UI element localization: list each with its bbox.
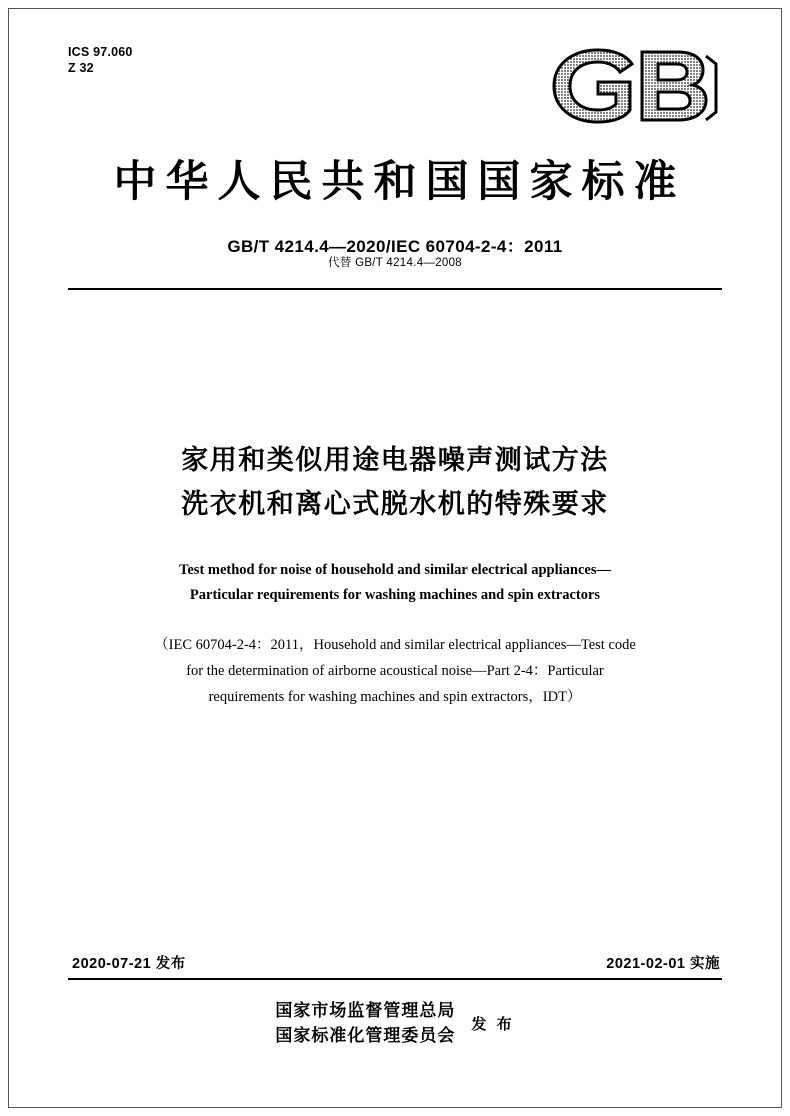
issue-date: 2020-07-21 发布 — [72, 956, 186, 972]
issuer-inner — [275, 998, 514, 1048]
issuer-block — [68, 998, 722, 1048]
idt-note-line3: requirements for washing machines and spin extractors，IDT） — [208, 689, 582, 705]
issuer-line1: 国家市场监督管理总局 — [275, 1001, 456, 1020]
issuer-line2: 国家标准化管理委员会 — [275, 1026, 456, 1045]
publish-label: 发 布 — [471, 1015, 515, 1033]
idt-note — [68, 632, 722, 710]
classification-code: Z 32 — [68, 61, 94, 75]
implement-date: 2021-02-01 实施 — [606, 956, 720, 972]
title-english — [68, 558, 722, 608]
title-chinese — [68, 438, 722, 526]
idt-note-line1: （IEC 60704-2-4：2011，Household and similar electrical appliances—Test code — [154, 637, 636, 653]
standard-number: GB/T 4214.4—2020/IEC 60704-2-4：2011 — [227, 237, 563, 256]
bottom-divider — [68, 978, 722, 980]
issuer-names — [275, 998, 455, 1048]
replaces-note: 代替 GB/T 4214.4—2008 — [328, 257, 462, 269]
ics-block — [68, 44, 133, 76]
gb-logo-icon — [546, 46, 722, 126]
idt-note-line2: for the determination of airborne acoustical noise—Part 2-4：Particular — [186, 663, 604, 679]
title-chinese-line1: 家用和类似用途电器噪声测试方法 — [181, 445, 609, 475]
national-standard-heading: 中华人民共和国国家标准 — [113, 158, 686, 206]
title-english-line1: Test method for noise of household and similar electrical appliances— — [179, 562, 611, 578]
page-content — [68, 0, 722, 1116]
ics-code: ICS 97.060 — [68, 45, 133, 59]
title-english-line2: Particular requirements for washing machines and spin extractors — [189, 587, 601, 603]
title-chinese-line2: 洗衣机和离心式脱水机的特殊要求 — [181, 489, 609, 519]
top-divider — [68, 288, 722, 290]
